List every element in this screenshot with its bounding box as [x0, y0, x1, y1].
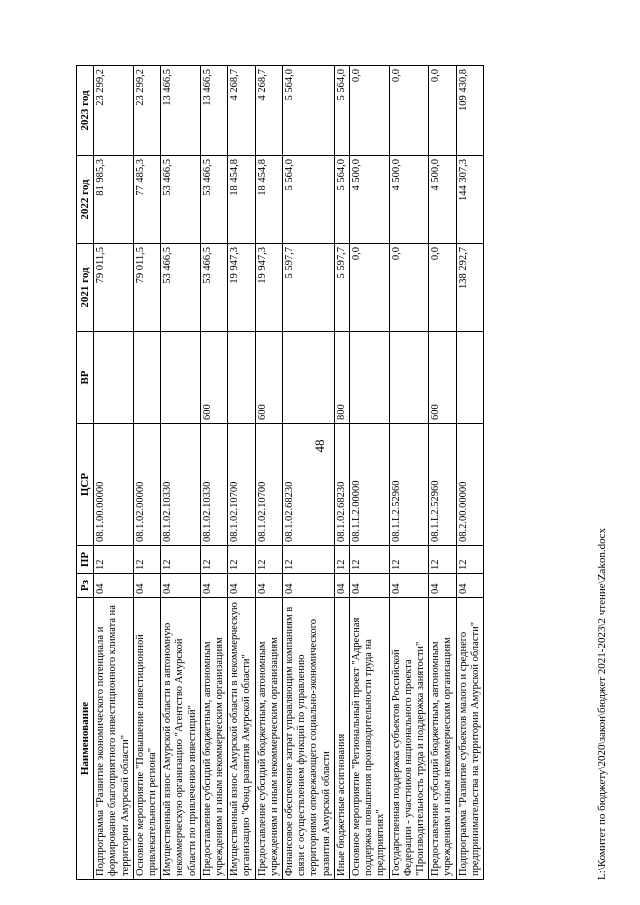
header-rz: Рз	[77, 574, 94, 598]
cell-y2021: 79 011,5	[94, 244, 134, 332]
cell-y2021: 79 011,5	[133, 244, 160, 332]
cell-csr: 08.1.02.00000	[133, 424, 160, 546]
cell-pr: 12	[200, 546, 227, 574]
cell-y2021: 138 292,7	[456, 244, 483, 332]
cell-y2022: 5 564,0	[283, 156, 335, 244]
cell-pr: 12	[161, 546, 201, 574]
cell-rz: 04	[429, 574, 456, 598]
page-number: 48	[312, 439, 327, 453]
cell-y2023: 23 299,2	[133, 66, 160, 156]
table-row	[429, 66, 456, 880]
cell-pr: 12	[456, 546, 483, 574]
cell-vr	[161, 332, 201, 424]
cell-y2022: 4 500,0	[389, 156, 429, 244]
cell-csr: 08.1.02.10330	[161, 424, 201, 546]
header-csr: ЦСР	[77, 424, 94, 546]
table-row	[94, 66, 134, 880]
cell-y2023: 23 299,2	[94, 66, 134, 156]
cell-rz: 04	[389, 574, 429, 598]
cell-name: Финансовое обеспечение затрат управляющим компаниям в связи с осуществлением функций по управлению территориями опережающего социально-экономического развития Амурской области	[283, 598, 335, 880]
cell-y2021: 53 466,5	[161, 244, 201, 332]
cell-csr: 08.1.L2.52960	[429, 424, 456, 546]
table-row	[161, 66, 201, 880]
cell-csr: 08.1.02.68230	[334, 424, 349, 546]
cell-pr: 12	[389, 546, 429, 574]
cell-name: Подпрограмма "Развитие субъектов малого и среднего предпринимательства на территории Амурской области"	[456, 598, 483, 880]
cell-name: Предоставление субсидий бюджетным, автономным учреждениям и иным некоммерческим организациям	[200, 598, 227, 880]
table-row	[200, 66, 227, 880]
header-pr: ПР	[77, 546, 94, 574]
cell-rz: 04	[334, 574, 349, 598]
cell-y2022: 77 485,3	[133, 156, 160, 244]
cell-y2023: 0,0	[429, 66, 456, 156]
cell-y2023: 5 564,0	[283, 66, 335, 156]
table-row	[255, 66, 282, 880]
cell-vr	[456, 332, 483, 424]
cell-rz: 04	[200, 574, 227, 598]
cell-name: Основное мероприятие "Региональный проект "Адресная поддержка повышения производительности труда на предприятиях"	[350, 598, 390, 880]
cell-csr: 08.1.02.10700	[228, 424, 255, 546]
cell-name: Государственная поддержка субъектов Российской Федерации - участников национального проекта "Производительность труда и поддержка занятости"	[389, 598, 429, 880]
cell-rz: 04	[283, 574, 335, 598]
cell-y2022: 53 466,5	[200, 156, 227, 244]
rotated-table-container	[76, 60, 590, 880]
cell-y2023: 0,0	[350, 66, 390, 156]
cell-vr	[228, 332, 255, 424]
cell-csr: 08.1.L2.52960	[389, 424, 429, 546]
cell-y2022: 81 985,3	[94, 156, 134, 244]
cell-y2022: 18 454,8	[228, 156, 255, 244]
cell-rz: 04	[255, 574, 282, 598]
cell-pr: 12	[334, 546, 349, 574]
cell-rz: 04	[228, 574, 255, 598]
cell-y2021: 19 947,3	[228, 244, 255, 332]
cell-name: Предоставление субсидий бюджетным, автономным учреждениям и иным некоммерческим организациям	[255, 598, 282, 880]
cell-y2021: 0,0	[350, 244, 390, 332]
cell-y2021: 0,0	[429, 244, 456, 332]
table-row	[133, 66, 160, 880]
cell-pr: 12	[228, 546, 255, 574]
cell-csr: 08.1.02.68230	[283, 424, 335, 546]
cell-rz: 04	[161, 574, 201, 598]
cell-y2022: 4 500,0	[350, 156, 390, 244]
cell-y2023: 0,0	[389, 66, 429, 156]
cell-y2021: 5 597,7	[283, 244, 335, 332]
cell-y2022: 144 307,3	[456, 156, 483, 244]
header-2023: 2023 год	[77, 66, 94, 156]
cell-rz: 04	[94, 574, 134, 598]
cell-pr: 12	[133, 546, 160, 574]
cell-y2023: 5 564,0	[334, 66, 349, 156]
cell-y2021: 53 466,5	[200, 244, 227, 332]
cell-csr: 08.1.00.00000	[94, 424, 134, 546]
file-path-footer: L:\Комитет по бюджету\2020\закон\бюджет 2021-2023\2 чтение\Zakon.docx	[596, 528, 608, 880]
cell-y2022: 4 500,0	[429, 156, 456, 244]
cell-y2021: 19 947,3	[255, 244, 282, 332]
table-row	[350, 66, 390, 880]
cell-name: Предоставление субсидий бюджетным, автономным учреждениям и иным некоммерческим организациям	[429, 598, 456, 880]
table-row	[389, 66, 429, 880]
table-row	[334, 66, 349, 880]
cell-name: Основное мероприятие "Повышение инвестиционной привлекательности региона"	[133, 598, 160, 880]
cell-name: Имущественный взнос Амурской области в некоммерческую организацию "Фонд развития Амурской области"	[228, 598, 255, 880]
cell-pr: 12	[350, 546, 390, 574]
cell-y2023: 109 430,8	[456, 66, 483, 156]
table-header-row	[77, 66, 94, 880]
cell-y2023: 13 466,5	[200, 66, 227, 156]
cell-csr: 08.2.00.00000	[456, 424, 483, 546]
cell-rz: 04	[133, 574, 160, 598]
header-vr: ВР	[77, 332, 94, 424]
cell-vr: 600	[255, 332, 282, 424]
cell-y2022: 53 466,5	[161, 156, 201, 244]
header-2021: 2021 год	[77, 244, 94, 332]
cell-pr: 12	[255, 546, 282, 574]
cell-y2023: 13 466,5	[161, 66, 201, 156]
table-row	[456, 66, 483, 880]
cell-csr: 08.1.02.10330	[200, 424, 227, 546]
cell-name: Имущественный взнос Амурской области в автономную некоммерческую организацию "Агентство Амурской области по привлечению инвестиций"	[161, 598, 201, 880]
cell-name: Подпрограмма "Развитие экономического потенциала и формирование благоприятного инвестиционного климата на территории Амурской области"	[94, 598, 134, 880]
cell-pr: 12	[283, 546, 335, 574]
cell-csr: 08.1.02.10700	[255, 424, 282, 546]
cell-vr: 600	[429, 332, 456, 424]
cell-pr: 12	[94, 546, 134, 574]
cell-csr: 08.1.L2.00000	[350, 424, 390, 546]
cell-y2023: 4 268,7	[255, 66, 282, 156]
cell-vr: 600	[200, 332, 227, 424]
cell-rz: 04	[456, 574, 483, 598]
header-name: Наименование	[77, 598, 94, 880]
cell-name: Иные бюджетные ассигнования	[334, 598, 349, 880]
cell-vr	[94, 332, 134, 424]
table-row	[228, 66, 255, 880]
cell-vr	[283, 332, 335, 424]
header-2022: 2022 год	[77, 156, 94, 244]
cell-vr	[389, 332, 429, 424]
cell-pr: 12	[429, 546, 456, 574]
cell-vr	[133, 332, 160, 424]
cell-y2021: 0,0	[389, 244, 429, 332]
cell-rz: 04	[350, 574, 390, 598]
cell-y2022: 18 454,8	[255, 156, 282, 244]
budget-table	[76, 65, 484, 880]
cell-vr	[350, 332, 390, 424]
cell-y2022: 5 564,0	[334, 156, 349, 244]
cell-y2021: 5 597,7	[334, 244, 349, 332]
cell-y2023: 4 268,7	[228, 66, 255, 156]
cell-vr: 800	[334, 332, 349, 424]
table-row	[283, 66, 335, 880]
